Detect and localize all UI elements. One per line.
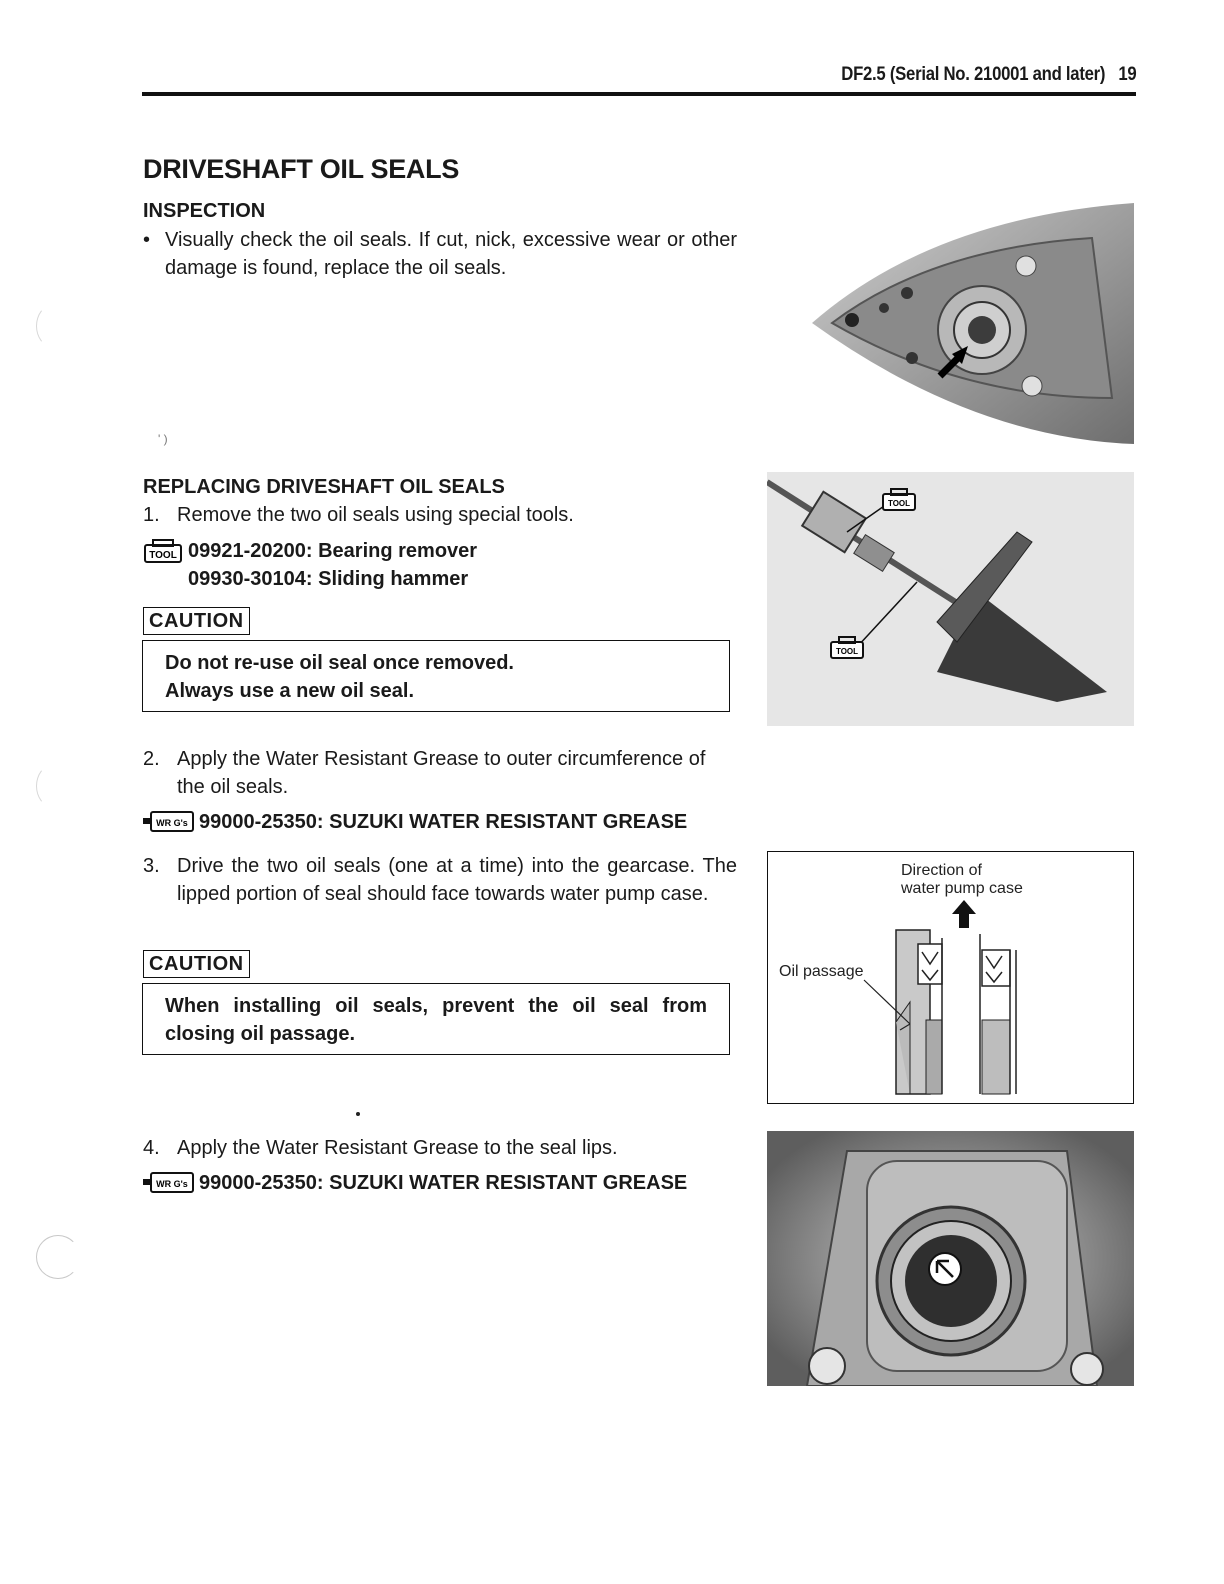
- step-text: Apply the Water Resistant Grease to the seal lips.: [177, 1137, 618, 1159]
- tool-badge-text: TOOL: [835, 647, 859, 656]
- caution-label: CAUTION: [143, 607, 250, 635]
- grease-badge-text: WR G's: [156, 1179, 188, 1189]
- step-number: 1.: [143, 504, 160, 526]
- caution-line-1: Do not re-use oil seal once removed.: [165, 652, 514, 674]
- gearcase-top-photo: [812, 198, 1134, 444]
- inspection-bullet-text: Visually check the oil seals. If cut, nick, excessive wear or other damage is found, replace the oil seals.: [165, 229, 737, 279]
- direction-arrow-icon: [952, 900, 976, 928]
- caution-box-2: [142, 983, 730, 1055]
- scan-speck: [356, 1112, 360, 1116]
- step-2: [143, 745, 737, 801]
- binder-mark: [36, 305, 68, 347]
- caution-text: When installing oil seals, prevent the oil seal from closing oil passage.: [165, 995, 707, 1045]
- replacing-heading: REPLACING DRIVESHAFT OIL SEALS: [143, 476, 505, 498]
- section-title: DRIVESHAFT OIL SEALS: [143, 154, 460, 184]
- caution-box-1: [142, 640, 730, 712]
- step-4: [143, 1134, 618, 1162]
- tool-badge-text: TOOL: [887, 499, 911, 508]
- tool-icon: [143, 538, 183, 569]
- bullet-icon: •: [143, 229, 151, 251]
- oil-seal-diagram: [767, 851, 1134, 1104]
- grease-code-1: 99000-25350: SUZUKI WATER RESISTANT GREASE: [199, 811, 688, 833]
- page-header: [142, 62, 1136, 96]
- header-title-line: [841, 64, 1136, 86]
- tool-2: 09930-30104: Sliding hammer: [188, 568, 469, 590]
- step-text: Drive the two oil seals (one at a time) into the gearcase. The lipped portion of seal should face towards water pump case.: [177, 855, 737, 905]
- direction-label-1: Direction of: [901, 862, 982, 879]
- step-number: 2.: [143, 748, 160, 770]
- binder-mark: [36, 1235, 80, 1279]
- step-text: Apply the Water Resistant Grease to outer circumference of the oil seals.: [177, 748, 706, 798]
- grease-badge-text: WR G's: [156, 818, 188, 828]
- step-text: Remove the two oil seals using special tools.: [177, 504, 574, 526]
- header-title: DF2.5 (Serial No. 210001 and later): [840, 64, 1105, 85]
- step-1: [143, 501, 574, 529]
- tool-1: 09921-20200: Bearing remover: [188, 540, 478, 562]
- step-number: 3.: [143, 855, 160, 877]
- direction-label-2: water pump case: [901, 880, 1023, 897]
- seal-lips-photo: [767, 1131, 1134, 1386]
- grease-code-2: 99000-25350: SUZUKI WATER RESISTANT GREASE: [199, 1172, 688, 1194]
- caution-label: CAUTION: [143, 950, 250, 978]
- grease-icon: [143, 808, 195, 839]
- inspection-bullet: [143, 226, 737, 282]
- page-number: 19: [1117, 64, 1136, 85]
- caution-line-2: Always use a new oil seal.: [165, 680, 415, 702]
- grease-icon: [143, 1169, 195, 1200]
- step-number: 4.: [143, 1137, 160, 1159]
- inspection-heading: INSPECTION: [143, 200, 266, 222]
- scan-speck: ' ): [158, 432, 168, 446]
- special-tools-photo: [767, 472, 1134, 726]
- step-3: [143, 852, 737, 908]
- oil-passage-label: Oil passage: [779, 963, 864, 980]
- tool-badge-text: TOOL: [149, 550, 177, 561]
- binder-mark: [36, 765, 68, 807]
